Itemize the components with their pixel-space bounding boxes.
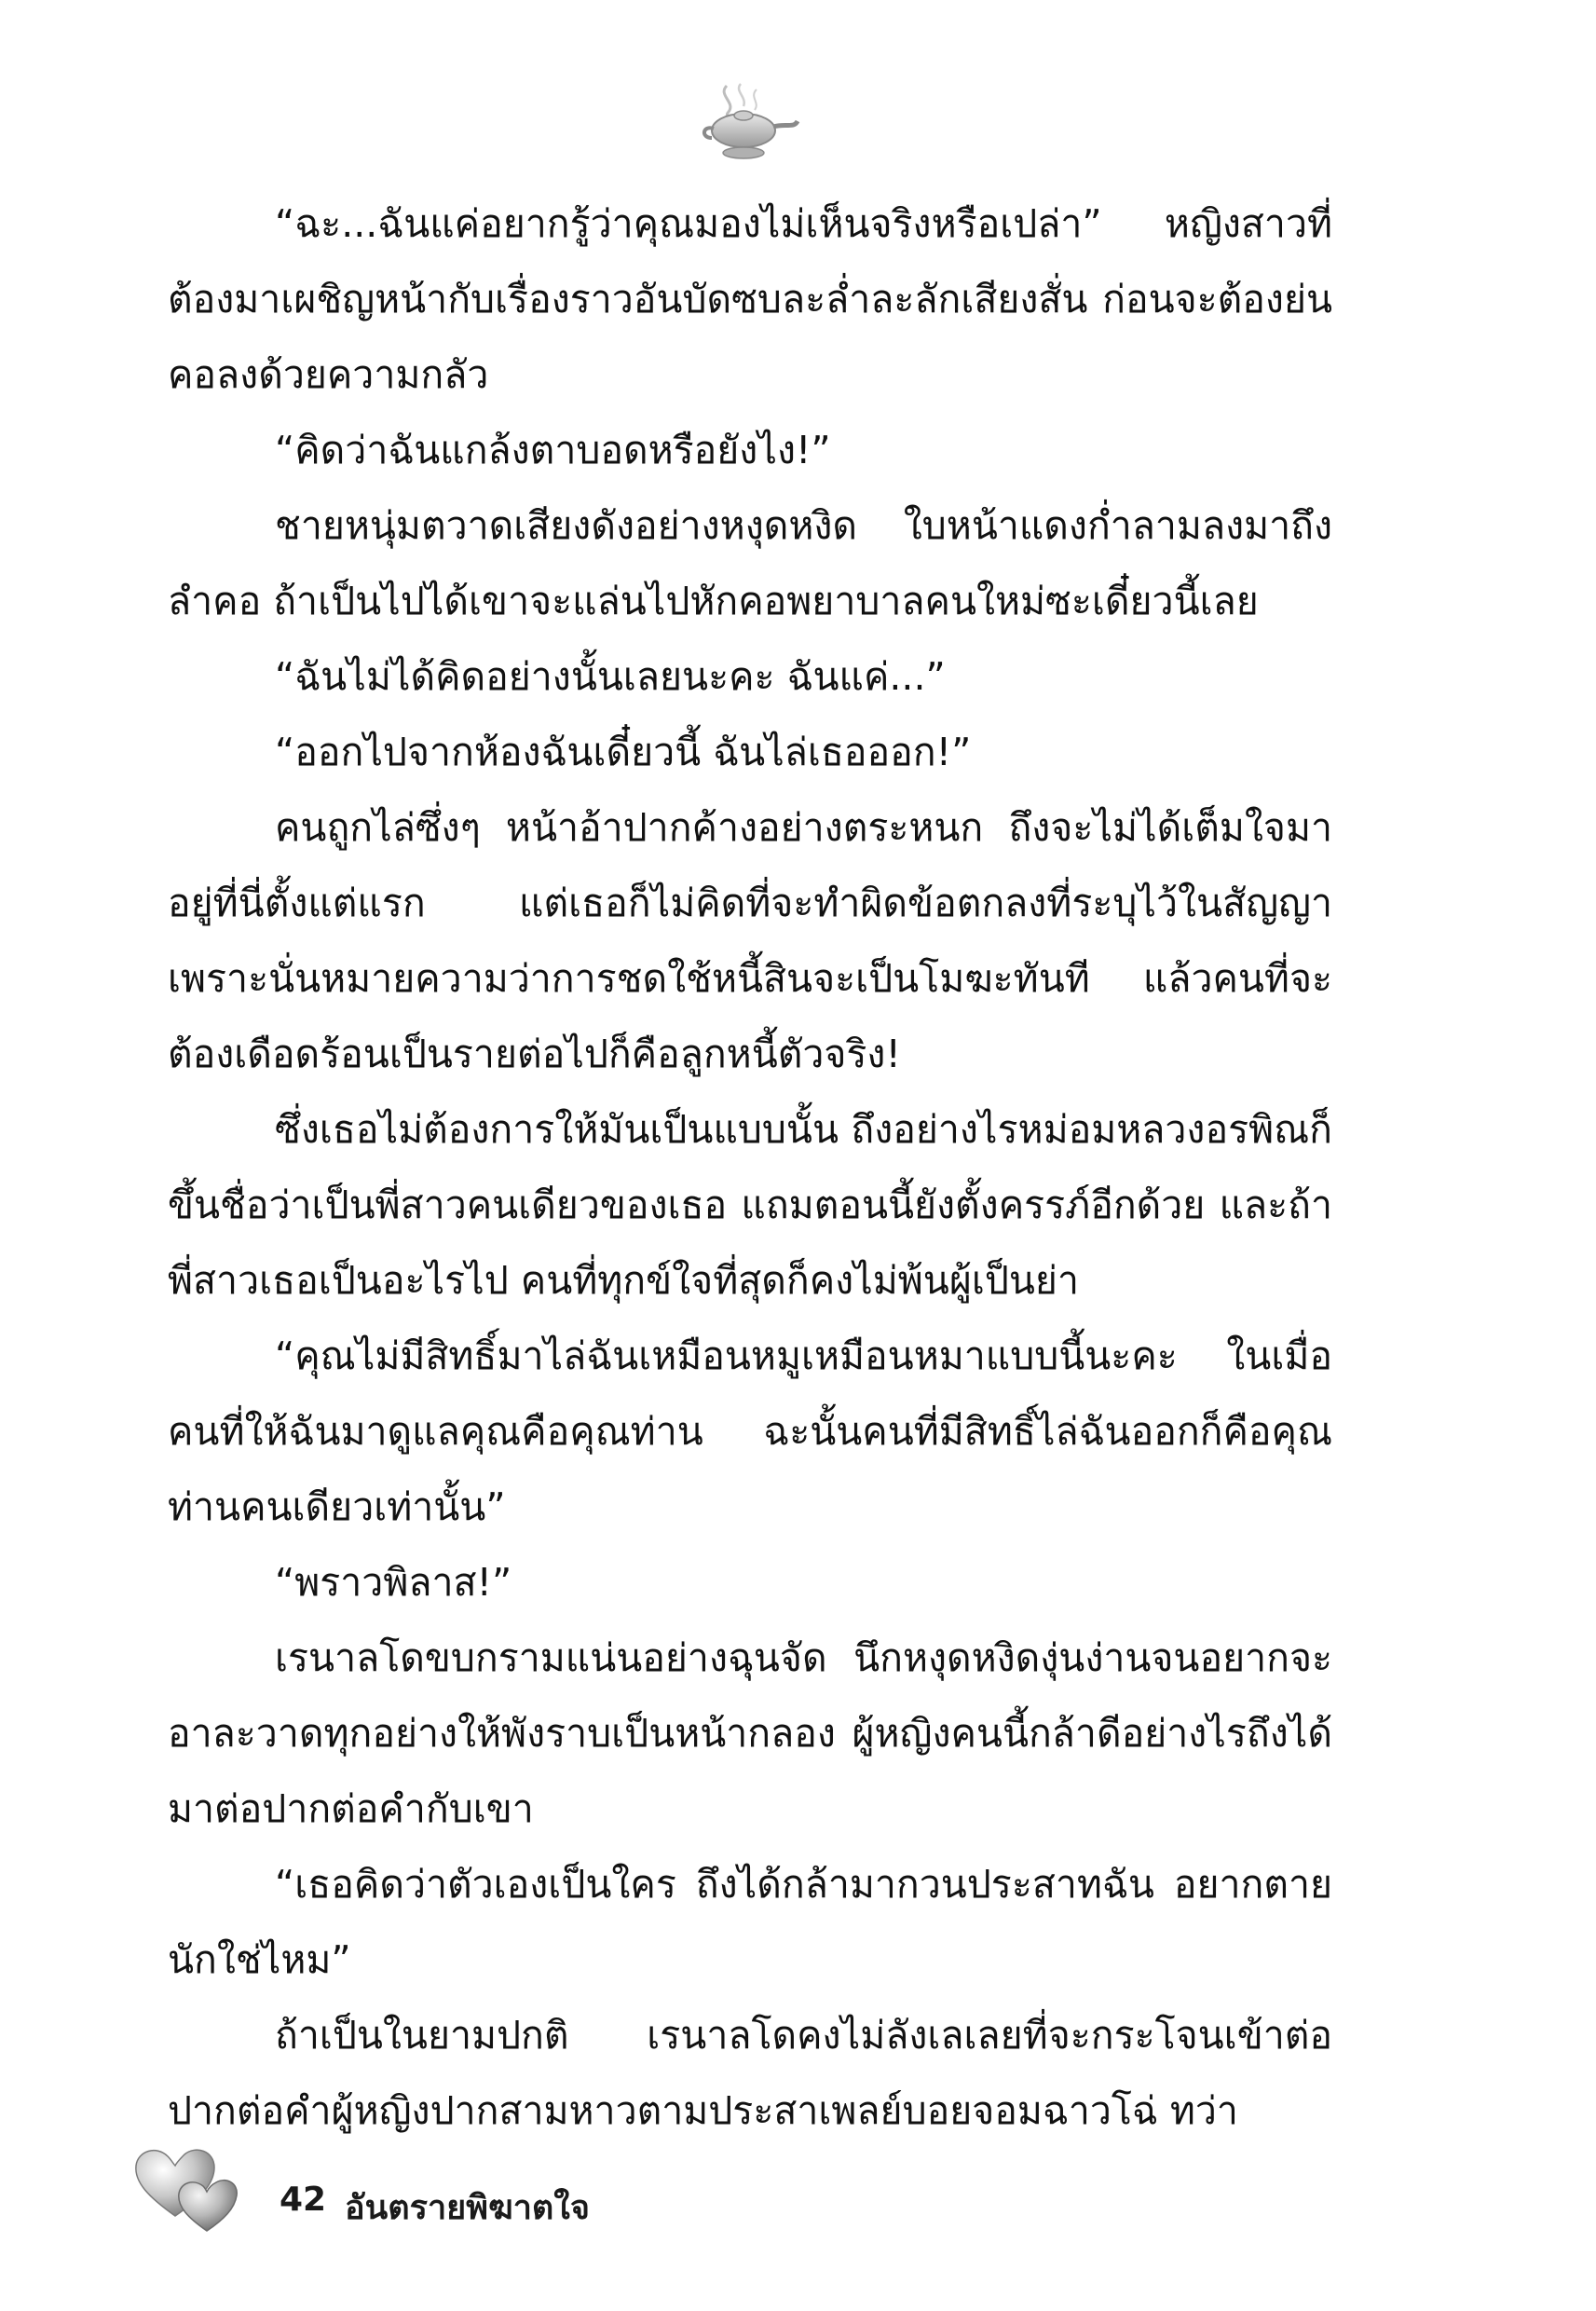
- hearts-icon: [130, 2134, 252, 2236]
- paragraph: “ฉันไม่ได้คิดอย่างนั้นเลยนะคะ ฉันแค่...”: [275, 654, 946, 699]
- body-text: [168, 186, 1332, 2149]
- paragraph: “เธอคิดว่าตัวเองเป็นใคร ถึงได้กล้ามากวนประสาทฉัน อยากตายนักใช่ไหม”: [168, 1862, 1332, 1982]
- paragraph: “คุณไม่มีสิทธิ์มาไล่ฉันเหมือนหมูเหมือนหมาแบบนี้นะคะ ในเมื่อคนที่ให้ฉันมาดูแลคุณคือคุณท่าน ฉะนั้นคนที่มีสิทธิ์ไล่ฉันออกก็คือคุณท่านคนเดียวเท่านั้น”: [168, 1333, 1332, 1529]
- paragraph: “ออกไปจากห้องฉันเดี๋ยวนี้ ฉันไล่เธอออก!”: [275, 730, 972, 774]
- paragraph: เรนาลโดขบกรามแน่นอย่างฉุนจัด นึกหงุดหงิดงุ่นง่านจนอยากจะอาละวาดทุกอย่างให้พังราบเป็นหน้ากลอง ผู้หญิงคนนี้กล้าดีอย่างไรถึงได้มาต่อปากต่อคำกับเขา: [168, 1635, 1332, 1831]
- magic-lamp-icon: [689, 76, 801, 165]
- paragraph: “พราวพิลาส!”: [275, 1560, 512, 1605]
- paragraph: คนถูกไล่ซึ่งๆ หน้าอ้าปากค้างอย่างตระหนก ถึงจะไม่ได้เต็มใจมาอยู่ที่นี่ตั้งแต่แรก แต่เธอก็ไม่คิดที่จะทำผิดข้อตกลงที่ระบุไว้ในสัญญา เพราะนั่นหมายความว่าการชดใช้หนี้สินจะเป็นโมฆะทันที แล้วคนที่จะต้องเดือดร้อนเป็นรายต่อไปก็คือลูกหนี้ตัวจริง!: [168, 805, 1332, 1076]
- paragraph: ซึ่งเธอไม่ต้องการให้มันเป็นแบบนั้น ถึงอย่างไรหม่อมหลวงอรพิณก็ขึ้นชื่อว่าเป็นพี่สาวคนเดียวของเธอ แถมตอนนี้ยังตั้งครรภ์อีกด้วย และถ้าพี่สาวเธอเป็นอะไรไป คนที่ทุกข์ใจที่สุดก็คงไม่พ้นผู้เป็นย่า: [168, 1107, 1332, 1303]
- page-footer: [130, 2134, 783, 2246]
- paragraph: “คิดว่าฉันแกล้งตาบอดหรือยังไง!”: [275, 428, 831, 472]
- paragraph: ถ้าเป็นในยามปกติ เรนาลโดคงไม่ลังเลเลยที่จะกระโจนเข้าต่อปากต่อคำผู้หญิงปากสามหาวตามประสาเพลย์บอยจอมฉาวโฉ่ ทว่า: [168, 2013, 1332, 2133]
- page-number: 42: [280, 2181, 327, 2219]
- paragraph: ชายหนุ่มตวาดเสียงดังอย่างหงุดหงิด ใบหน้าแดงก่ำลามลงมาถึงลำคอ ถ้าเป็นไปได้เขาจะแล่นไปหักคอพยาบาลคนใหม่ซะเดี๋ยวนี้เลย: [168, 503, 1332, 623]
- paragraph: “ฉะ...ฉันแค่อยากรู้ว่าคุณมองไม่เห็นจริงหรือเปล่า” หญิงสาวที่ต้องมาเผชิญหน้ากับเรื่องราวอันบัดซบละล่ำละลักเสียงสั่น ก่อนจะต้องย่นคอลงด้วยความกลัว: [168, 201, 1332, 397]
- book-title: อันตรายพิฆาตใจ: [345, 2189, 590, 2227]
